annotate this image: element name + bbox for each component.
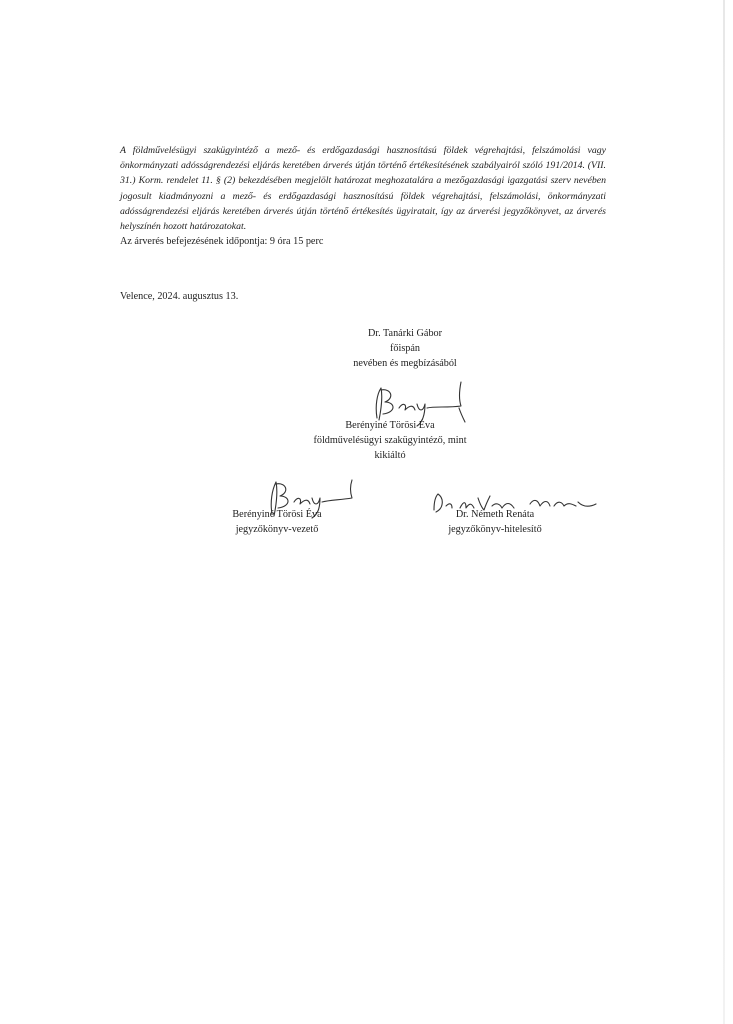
keeper-role: jegyzőkönyv-vezető — [235, 524, 319, 536]
scan-edge — [723, 0, 725, 1024]
authenticator-role: jegyzőkönyv-hitelesítő — [448, 524, 542, 536]
head-role: nevében és megbízásából — [353, 358, 457, 370]
place-and-date: Velence, 2024. augusztus 13. — [120, 291, 239, 302]
crier-signature-block — [285, 418, 495, 464]
intro-paragraph: A földművelésügyi szakügyintéző a mező- és erdőgazdasági hasznosítású földek végrehajtási, felszámolási vagy önkormányzati adósságrendezési eljárás keretében árverés útján történő értékesítésének szabályairól szóló 191/2014. (VII. 31.) Korm. rendelet 11. § (2) bekezdésében megjelölt határozat meghozatalára a mezőgazdasági igazgatási szerv nevében jogosult kiadmányozni a mező- és erdőgazdasági hasznosítású földek végrehajtási, felszámolási, önkormányzati adósságrendezési eljárás keretében árverés útján történő értékesítés ügyiratait, így az árverési jegyzőkönyvet, az árverés helyszínén hozott határozatokat. — [120, 145, 606, 233]
authenticator-signature-block — [420, 507, 570, 537]
head-signature-block — [300, 326, 510, 372]
authenticator-name: Dr. Németh Renáta — [455, 509, 535, 520]
crier-name: Berényiné Törösi Éva — [345, 420, 435, 431]
crier-role-line2: kikiáltó — [374, 450, 406, 462]
keeper-signature-block — [192, 507, 362, 537]
head-name: Dr. Tanárki Gábor — [367, 328, 443, 339]
crier-role-line1: földművelésügyi szakügyintéző, mint — [313, 435, 467, 447]
auction-end-time: Az árverés befejezésének időpontja: 9 óra 15 perc — [120, 236, 324, 247]
keeper-name: Berényiné Törösi Éva — [232, 509, 322, 520]
head-title: főispán — [390, 343, 420, 355]
